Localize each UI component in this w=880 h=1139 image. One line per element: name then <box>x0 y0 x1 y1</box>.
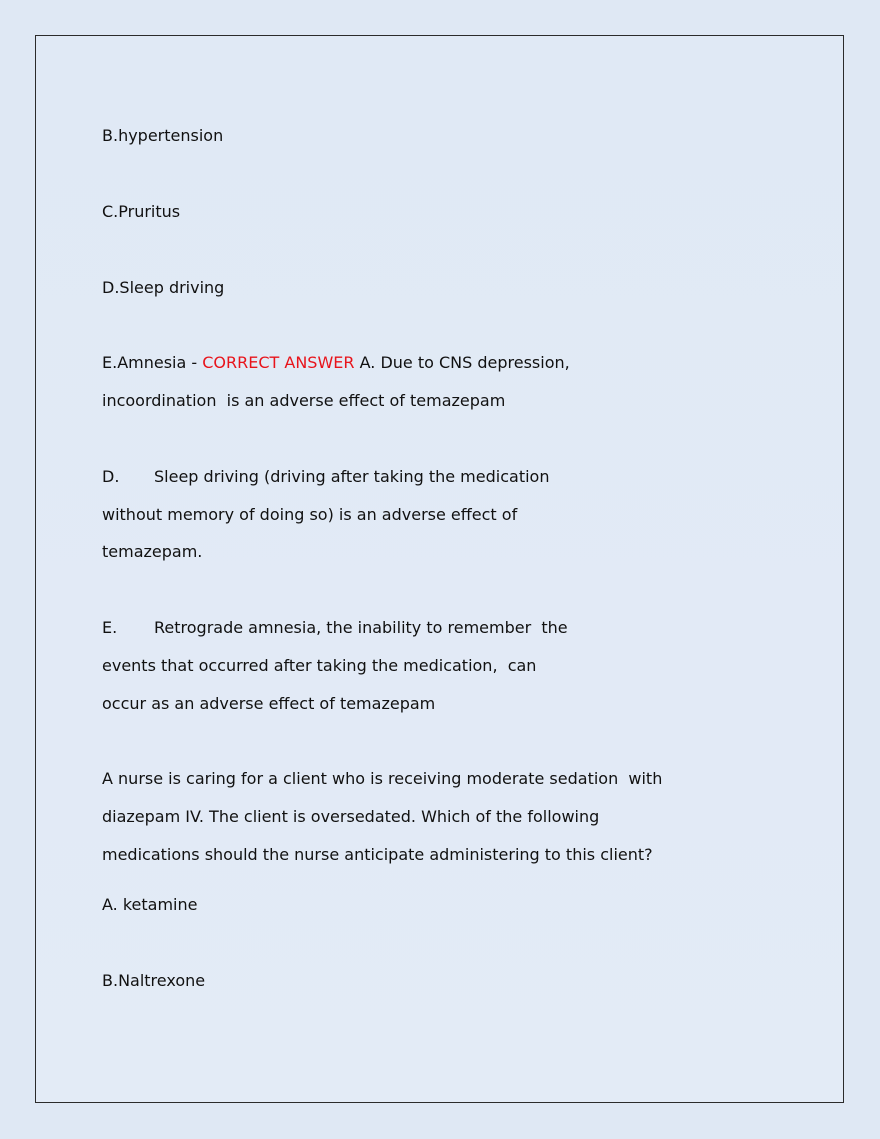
answer-suffix: A. Due to CNS depression, <box>354 353 570 372</box>
rationale-e-line-2: events that occurred after taking the medication, can <box>102 656 537 675</box>
option-b-hypertension: B.hypertension <box>102 126 224 145</box>
page-frame <box>35 35 844 1103</box>
rationale-d-line-3: temazepam. <box>102 542 203 561</box>
option-c-pruritus: C.Pruritus <box>102 202 181 221</box>
rationale-d-letter: D. <box>102 467 120 486</box>
option-b-naltrexone: B.Naltrexone <box>102 971 206 990</box>
rationale-e-text: Retrograde amnesia, the inability to remember the <box>154 618 568 637</box>
answer-line-2: incoordination is an adverse effect of temazepam <box>102 391 506 410</box>
rationale-d-line-1 <box>102 467 549 487</box>
question-line-3: medications should the nurse anticipate administering to this client? <box>102 845 653 864</box>
option-a-ketamine: A. ketamine <box>102 895 198 914</box>
rationale-d-line-2: without memory of doing so) is an adverse effect of <box>102 505 518 524</box>
question-line-2: diazepam IV. The client is oversedated. Which of the following <box>102 807 600 826</box>
rationale-d-text: Sleep driving (driving after taking the medication <box>154 467 550 486</box>
answer-line <box>102 353 570 373</box>
correct-answer-label: CORRECT ANSWER <box>202 353 355 372</box>
rationale-e-line-3: occur as an adverse effect of temazepam <box>102 694 436 713</box>
question-line-1: A nurse is caring for a client who is receiving moderate sedation with <box>102 769 663 788</box>
rationale-e-line-1 <box>102 618 568 638</box>
answer-prefix: E.Amnesia - <box>102 353 203 372</box>
option-d-sleep-driving: D.Sleep driving <box>102 278 225 297</box>
rationale-e-letter: E. <box>102 618 118 637</box>
